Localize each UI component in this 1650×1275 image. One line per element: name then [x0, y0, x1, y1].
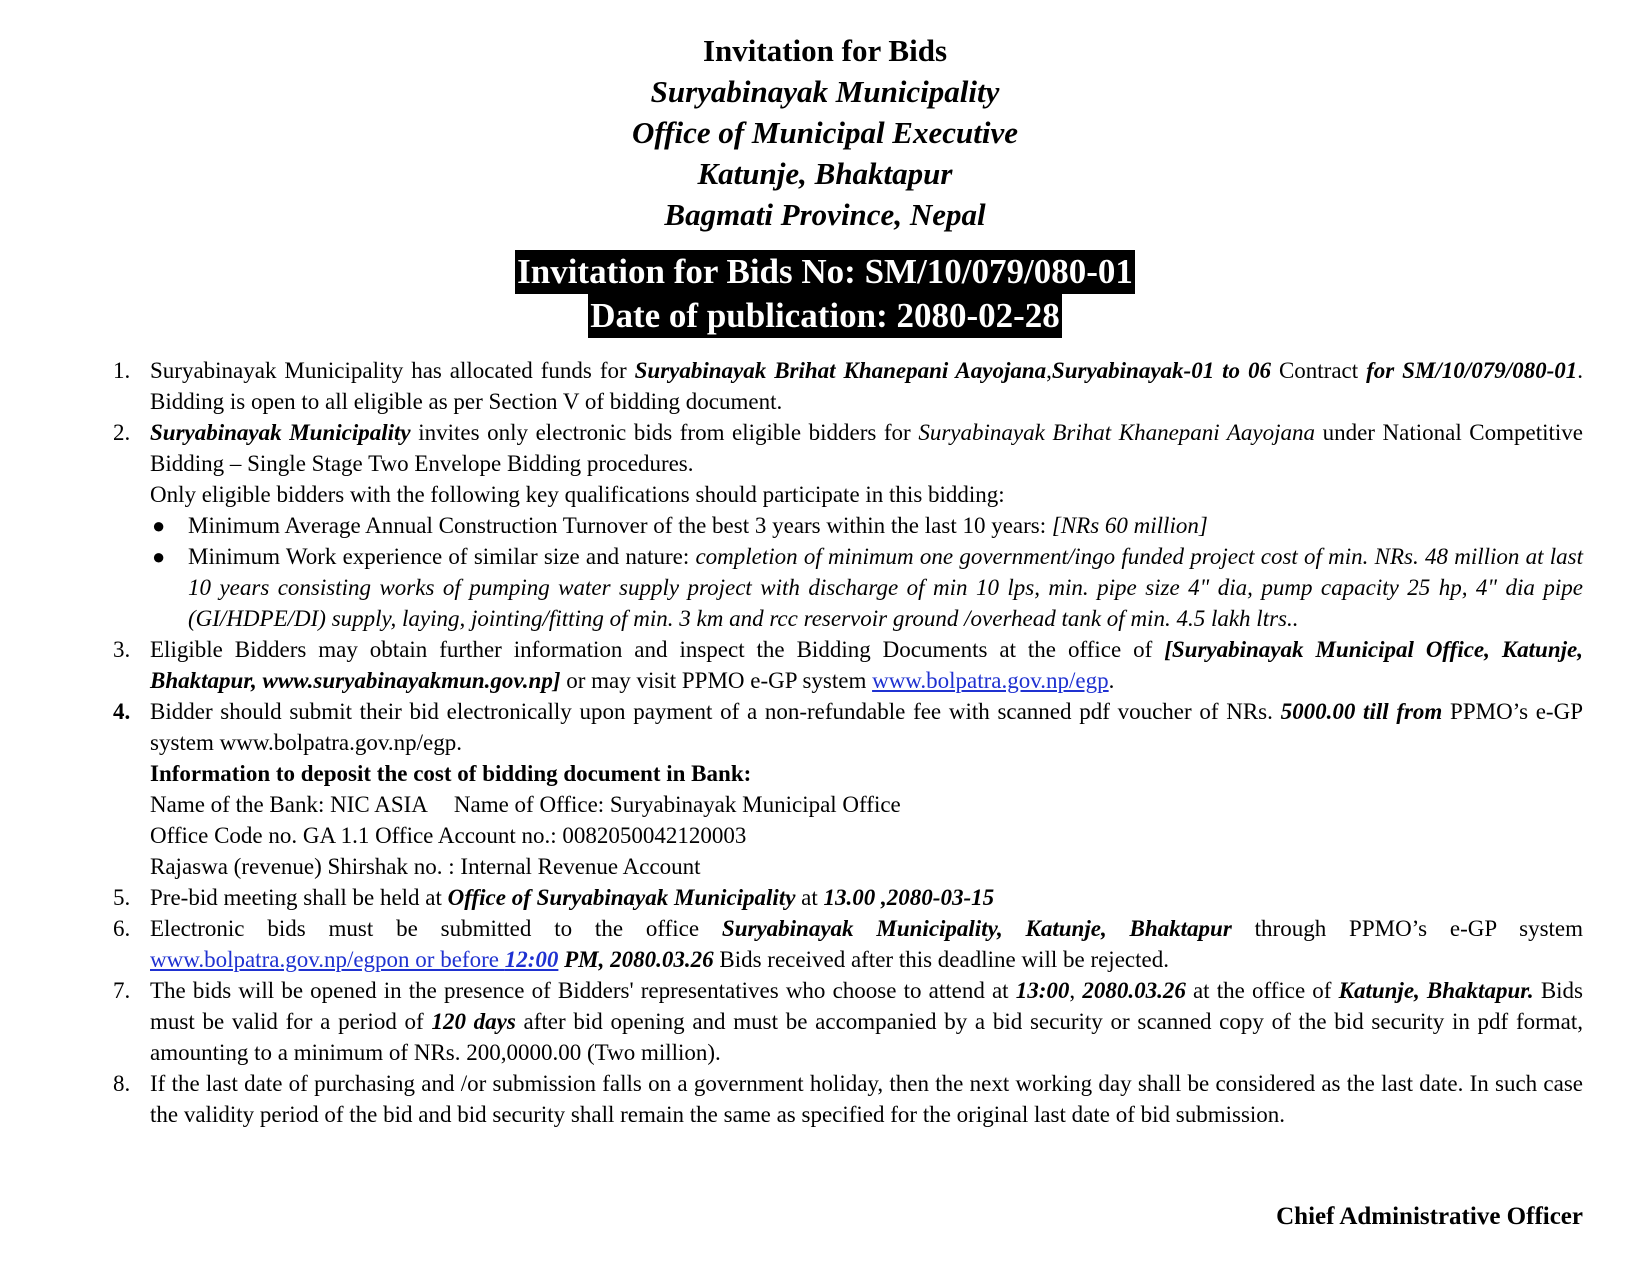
item-number: 7. [113, 978, 131, 1003]
province: Bagmati Province, Nepal [664, 197, 986, 232]
ifb-number: Invitation for Bids No: SM/10/079/080-01 [515, 250, 1135, 294]
egp-link[interactable]: www.bolpatra.gov.np/egp [872, 668, 1109, 693]
project-name: Suryabinayak Brihat Khanepani Aayojana [634, 358, 1047, 383]
experience-details: completion of minimum one government/ingo funded project cost of min. NRs. 48 million at last 10 years consisting works of pumping water supply project with discharge of min 10 lps, min. pipe size 4" dia, pump capacity 25 hp, 4" dia pipe (GI/HDPE/DI) supply, laying, jointing/fitting of min. 3 km and rcc reservoir ground /overhead tank of min. 4.5 lakh ltrs.. [188, 544, 1583, 631]
list-item-2 [113, 417, 1583, 634]
signature: Chief Administrative Officer [1276, 1203, 1583, 1230]
employer-name: Suryabinayak Municipality [150, 420, 411, 445]
text-run: Suryabinayak Municipality has allocated funds for [150, 358, 635, 383]
turnover-value: [NRs 60 million] [1051, 513, 1208, 538]
office-address: [Suryabinayak Municipal Office, Katunje, Bhaktapur, www.suryabinayakmun.gov.np] [150, 637, 1583, 693]
project-name: Suryabinayak Brihat Khanepani Aayojana [918, 420, 1315, 445]
text-run: Minimum Work experience of similar size and nature: [188, 544, 696, 569]
item-number: 3. [113, 637, 131, 662]
deadline-date: PM, 2080.03.26 [558, 947, 714, 972]
submission-link[interactable] [150, 947, 558, 972]
validity-period: 120 days [431, 1009, 516, 1034]
text-run: PPMO’s e-GP system www.bolpatra.gov.np/egp. [150, 699, 1583, 755]
text-run: or may visit PPMO e-GP system [560, 668, 873, 693]
office-name: Office of Municipal Executive [631, 115, 1018, 150]
list-item-6 [113, 913, 1583, 975]
qualification-list [150, 510, 1583, 634]
text-run: Minimum Average Annual Construction Turnover of the best 3 years within the last 10 years: [188, 513, 1052, 538]
text-run: under National Competitive Bidding – Single Stage Two Envelope Bidding procedures. [150, 420, 1584, 476]
ifb-banner [0, 250, 1650, 338]
qualifications-intro: Only eligible bidders with the following key qualifications should participate in this bidding: [150, 482, 1005, 507]
office-code: Office Code no. GA 1.1 Office Account no.: 0082050042120003 [150, 823, 747, 848]
text-run: at [795, 885, 824, 910]
item-number: 8. [113, 1071, 131, 1096]
text-run: Bids received after this deadline will be rejected. [713, 947, 1169, 972]
text-run: Eligible Bidders may obtain further information and inspect the Bidding Documents at the office of [150, 637, 1165, 662]
notice-title: Invitation for Bids [702, 33, 948, 68]
list-item-8 [113, 1068, 1583, 1130]
submission-office: Suryabinayak Municipality, Katunje, Bhaktapur [721, 916, 1232, 941]
office-name-value: Name of Office: Suryabinayak Municipal Office [453, 792, 901, 817]
text-run: Contract [1271, 358, 1367, 383]
fee-amount: 5000.00 till from [1280, 699, 1443, 724]
item-number: 2. [113, 420, 131, 445]
bank-name: Name of the Bank: NIC ASIA [150, 792, 428, 817]
notice-header [0, 30, 1650, 235]
text-run: If the last date of purchasing and /or submission falls on a government holiday, then the next working day shall be considered as the last date. In such case the validity period of the bid and bid security shall remain the same as specified for the original last date of bid submission. [150, 1071, 1583, 1127]
text-run: . [1108, 668, 1115, 693]
item-number: 6. [113, 916, 131, 941]
opening-time: 13:00 [1015, 978, 1070, 1003]
text-run: through PPMO’s e-GP system [1231, 916, 1584, 941]
publication-date: Date of publication: 2080-02-28 [588, 294, 1062, 338]
municipality-name: Suryabinayak Municipality [650, 74, 1000, 109]
ward-range: Suryabinayak-01 to 06 [1051, 358, 1271, 383]
list-item-3 [113, 634, 1583, 696]
text-run: invites only electronic bids from eligible bidders for [410, 420, 919, 445]
text-run: Electronic bids must be submitted to the office [150, 916, 722, 941]
location: Katunje, Bhaktapur [697, 156, 953, 191]
list-item-4 [113, 696, 1583, 882]
prebid-datetime: 13.00 ,2080-03-15 [823, 885, 995, 910]
item-number: 1. [113, 358, 131, 383]
notice-body [113, 355, 1583, 1130]
deadline-time: 12:00 [504, 947, 559, 972]
text-run: , [1069, 978, 1083, 1003]
text-run: The bids will be opened in the presence of Bidders' representatives who choose to attend at [150, 978, 1016, 1003]
list-item-7 [113, 975, 1583, 1068]
item-number: 5. [113, 885, 131, 910]
bullet-icon: ● [152, 544, 166, 569]
bank-info-heading: Information to deposit the cost of bidding document in Bank: [150, 761, 752, 786]
opening-date: 2080.03.26 [1082, 978, 1186, 1003]
text-run: . Bidding is open to all eligible as per Section V of bidding document. [150, 358, 1583, 414]
opening-venue: Katunje, Bhaktapur. [1338, 978, 1534, 1003]
text-run: Bidder should submit their bid electronically upon payment of a non-refundable fee with scanned pdf voucher of NRs. [150, 699, 1281, 724]
text-run: Pre-bid meeting shall be held at [150, 885, 448, 910]
text-run: , [1046, 358, 1052, 383]
text-run: after bid opening and must be accompanied by a bid security or scanned copy of the bid security in pdf format, amounting to a minimum of NRs. 200,0000.00 (Two million). [150, 1009, 1583, 1065]
text-run: Bids must be valid for a period of [150, 978, 1583, 1034]
revenue-heading: Rajaswa (revenue) Shirshak no. : Internal Revenue Account [150, 854, 701, 879]
text-run: at the office of [1185, 978, 1339, 1003]
contract-number: for SM/10/079/080-01 [1366, 358, 1578, 383]
qualification-experience [150, 541, 1583, 634]
qualification-turnover [150, 510, 1583, 541]
prebid-venue: Office of Suryabinayak Municipality [447, 885, 796, 910]
item-number: 4. [113, 699, 131, 724]
bank-line [150, 789, 1583, 820]
list-item-5 [113, 882, 1583, 913]
list-item-1 [113, 355, 1583, 417]
link-text: www.bolpatra.gov.np/egpon or before [150, 947, 505, 972]
bullet-icon: ● [152, 513, 166, 538]
